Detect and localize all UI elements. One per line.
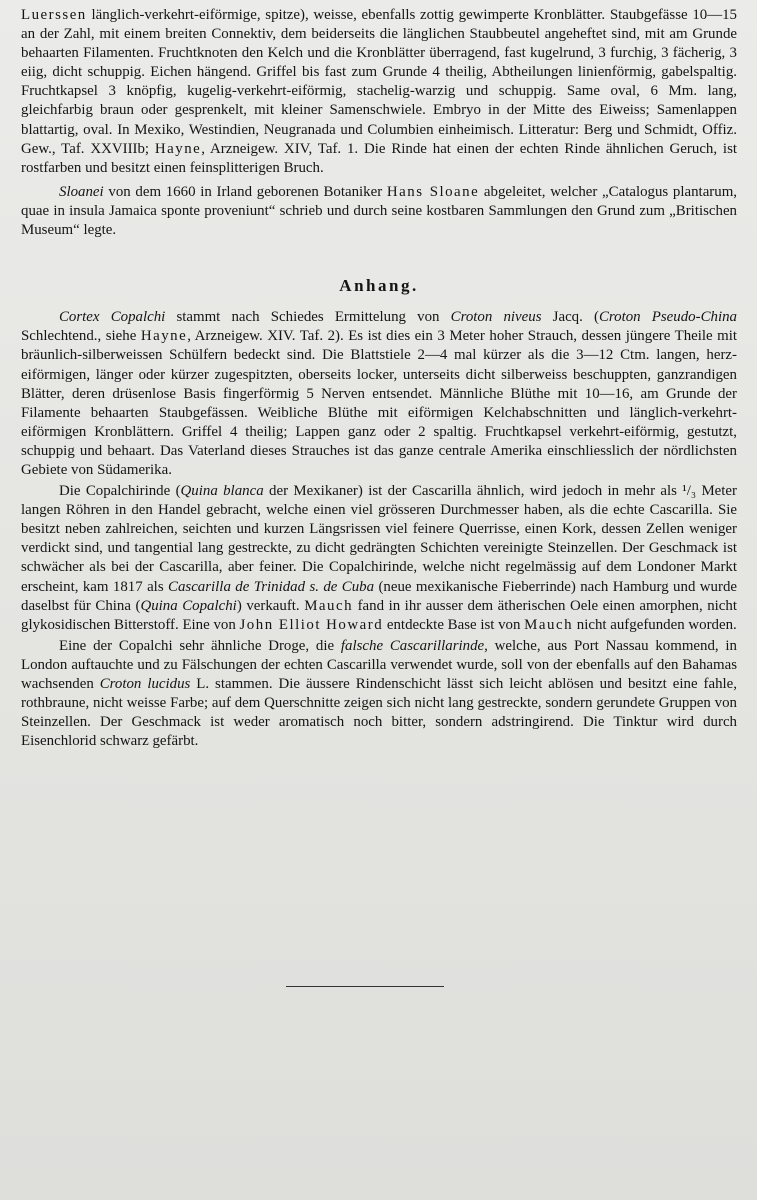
- spaced-name: Mauch: [524, 616, 574, 633]
- spaced-name: Mauch: [304, 597, 354, 614]
- italic-term: Croton lucidus: [99, 676, 191, 692]
- text-run: , Arzneigew. XIV. Taf. 2). Es ist dies ein 3 Meter hoher Strauch, dessen jüngere Theile mit bräunlich-silberweissen Schülfern bedeckt sind. Die Blattstiele 2—4 mal kürzer als die 3—12 Ctm. langen, herz-eiförmigen, länger oder kürzer zugespitzten, oberseits locker, unterseits dicht silberweiss beschuppten, ganzrandigen Blätter, deren drüsenlose Basis fingerförmig 5 Nerven entsendet. Männliche Blüthe mit 10—16, am Grunde der Filamente behaarten Staubgefässen. Weibliche Blüthe mit eiförmigen Kelchabschnitten und länglich-verkehrt-eiförmigen Kronblättern. Griffel 4 theilig; Lappen ganz oder 2 spaltig. Fruchtkapsel verkehrt-eiförmig, gestutzt, schuppig und behaart. Das Vaterland dieses Strauches ist das ganze centrale Amerika einschliesslich der nördlichsten Gebiete von Südamerika.: [21, 328, 738, 478]
- continuation-paragraph: [21, 6, 737, 178]
- italic-term: Quina Copalchi: [140, 597, 237, 614]
- text-run: der Mexikaner) ist der Cascarilla ähnlich, wird jedoch in mehr als ¹/₃ Meter langen Röhren in den Handel gebracht, welche einen viel grösseren Durchmesser haben, als die echte Cascarilla. Sie besitzt neben zahlreichen, seichten und kurzen Längsrissen viel feinere Querrisse, einen Kork, dessen Zellen weniger verdickt sind, und tangential lang gestreckte, zu dicht gedrängten Schichten vereinigte Steinzellen. Der Geschmack ist schwächer als bei der Cascarilla, aber feiner. Die Copalchirinde, welche nicht regelmässig auf dem Londoner Markt erscheint, kam 1817 als: [21, 483, 737, 595]
- text-run: länglich-verkehrt-eiförmige, spitze), weisse, ebenfalls zottig gewimperte Kronblätter. Staubgefässe 10—15 an der Zahl, mit einem breiten Connektiv, dem beiderseits die länglichen Staubbeutel angeheftet sind, mit am Grunde behaarten Filamenten. Fruchtknoten den Kelch und die Kronblätter überragend, fast kugelrund, 3 furchig, 3 fächerig, 3 eiig, dicht schuppig. Eichen hängend. Griffel bis fast zum Grunde 4 theilig, Abtheilungen linienförmig, gabelspaltig. Fruchtkapsel 3 knöpfig, kugelig-verkehrt-eiförmig, stachelig-warzig und schuppig. Same oval, 6 Mm. lang, gleichfarbig braun oder gesprenkelt, mit kleiner Samenschwiele. Embryo in der Mitte des Eiweiss; Samenlappen blattartig, oval. In Mexiko, Westindien, Neugranada und Columbien einheimisch. Litteratur: Berg und Schmidt, Offiz. Gew., Taf. XXVIIIb;: [21, 7, 737, 157]
- text-run: Jacq. (: [541, 309, 599, 326]
- italic-term: Croton niveus: [450, 309, 542, 326]
- text-run: abgeleitet, welcher „Catalogus plantarum, quae in insula Jamaica sponte proveniunt“ schrieb und durch seine kostbaren Sammlungen den Grund zum „Britischen Museum“ legte.: [21, 183, 738, 239]
- text-run: ) verkauft.: [236, 597, 305, 614]
- text-run: , Arzneigew. XIV, Taf. 1. Die Rinde hat einen der echten Rinde ähnlichen Geruch, ist rostfarben und besitzt einen feinsplitterigen Bruch.: [21, 140, 738, 176]
- text-run: (neue mexikanische Fieberrinde) nach Hamburg und wurde daselbst für China (: [21, 578, 737, 614]
- text-run: von dem 1660 in Irland geborenen Botaniker: [103, 183, 387, 200]
- text-run: Eine der Copalchi sehr ähnliche Droge, die: [59, 637, 341, 654]
- text-column: [21, 6, 737, 751]
- italic-term: Cortex Copalchi: [59, 309, 166, 326]
- text-run: fand in ihr ausser dem ätherischen Oele einen amorphen, nicht glykosidischen Bitterstoff. Eine von: [21, 597, 737, 633]
- text-run: Die Copalchirinde (: [59, 483, 181, 500]
- copalchi-paragraph: [21, 308, 737, 480]
- spaced-name: Hans Sloane: [386, 183, 480, 200]
- italic-term: falsche Cascarillarinde: [340, 637, 485, 654]
- text-run: nicht aufgefunden worden.: [573, 616, 737, 633]
- italic-term: Quina blanca: [180, 483, 264, 500]
- text-run: entdeckte Base ist von: [383, 616, 525, 633]
- text-run: , welche, aus Port Nassau kommend, in London auftauchte und zu Fälschungen der echten Cascarilla verwendet wurde, soll von der ebenfalls auf den Bahamas wachsenden: [21, 637, 737, 692]
- sloanei-paragraph: [21, 183, 737, 240]
- italic-term: Croton Pseudo-China: [598, 309, 737, 326]
- copalchirinde-paragraph: [21, 482, 737, 635]
- spaced-name: Luerssen: [21, 7, 87, 23]
- falsche-cascarilla-paragraph: [21, 637, 737, 752]
- spaced-name: John Elliot Howard: [239, 616, 384, 633]
- italic-term: Sloanei: [59, 183, 104, 200]
- text-run: stammt nach Schiedes Ermittelung von: [165, 309, 451, 326]
- text-run: L. stammen. Die äussere Rindenschicht lässt sich leicht ablösen und besitzt eine fahle, rothbraune, nicht weisse Farbe; auf dem Querschnitte zeigen sich nicht lang gestreckte, sondern gerundete Gruppen von Steinzellen. Der Geschmack ist weder aromatisch noch bitter, sondern adstringirend. Die Tinktur wird durch Eisenchlorid schwarz gefärbt.: [21, 676, 738, 750]
- show-through-bleed: [370, 895, 730, 1125]
- spaced-name: Hayne: [154, 140, 202, 157]
- appendix-heading: Anhang.: [339, 276, 419, 296]
- closing-rule: [286, 986, 444, 987]
- italic-term: Cascarilla de Trinidad s. de Cuba: [168, 578, 375, 595]
- text-run: Schlechtend., siehe: [21, 328, 141, 345]
- spaced-name: Hayne: [140, 328, 188, 345]
